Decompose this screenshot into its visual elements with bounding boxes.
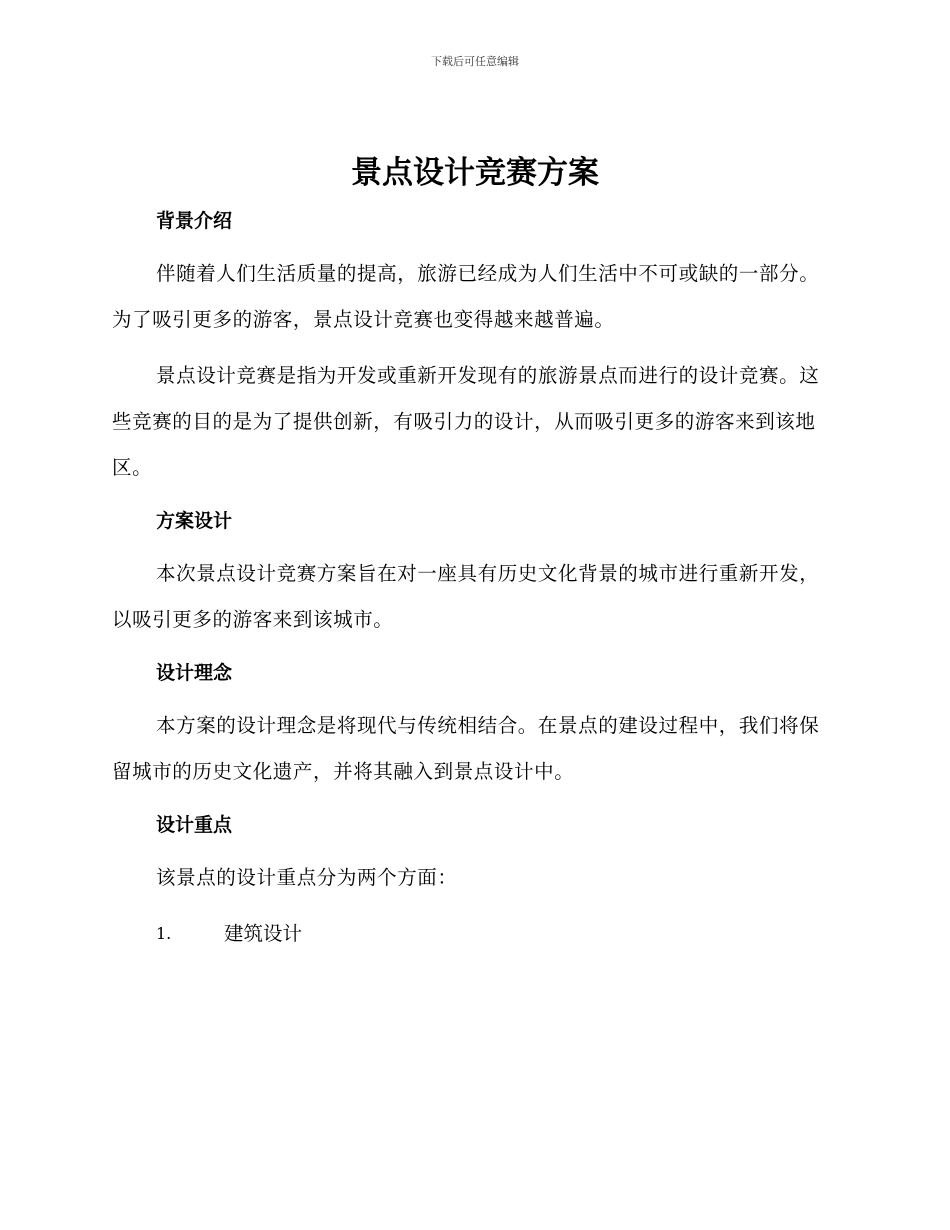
paragraph: 本方案的设计理念是将现代与传统相结合。在景点的建设过程中，我们将保留城市的历史文化遗产，并将其融入到景点设计中。 bbox=[112, 714, 820, 783]
paragraph: 伴随着人们生活质量的提高，旅游已经成为人们生活中不可或缺的一部分。为了吸引更多的游客，景点设计竞赛也变得越来越普遍。 bbox=[112, 262, 820, 331]
paragraph: 景点设计竞赛是指为开发或重新开发现有的旅游景点而进行的设计竞赛。这些竞赛的目的是为了提供创新，有吸引力的设计，从而吸引更多的游客来到该地区。 bbox=[112, 364, 820, 479]
document-title: 景点设计竞赛方案 bbox=[351, 155, 599, 191]
list-item bbox=[112, 911, 832, 957]
page-header-note: 下载后可任意编辑 bbox=[431, 55, 519, 68]
list-item-text: 建筑设计 bbox=[224, 922, 303, 945]
list-item-number: 1. bbox=[156, 924, 172, 943]
section-heading-concept: 设计理念 bbox=[156, 662, 233, 684]
section-heading-plan: 方案设计 bbox=[156, 510, 233, 532]
document-body bbox=[112, 201, 832, 957]
section-heading-focus: 设计重点 bbox=[156, 814, 233, 836]
section-heading-background: 背景介绍 bbox=[156, 210, 233, 232]
paragraph: 本次景点设计竞赛方案旨在对一座具有历史文化背景的城市进行重新开发，以吸引更多的游客来到该城市。 bbox=[112, 562, 820, 631]
paragraph: 该景点的设计重点分为两个方面： bbox=[156, 866, 458, 889]
